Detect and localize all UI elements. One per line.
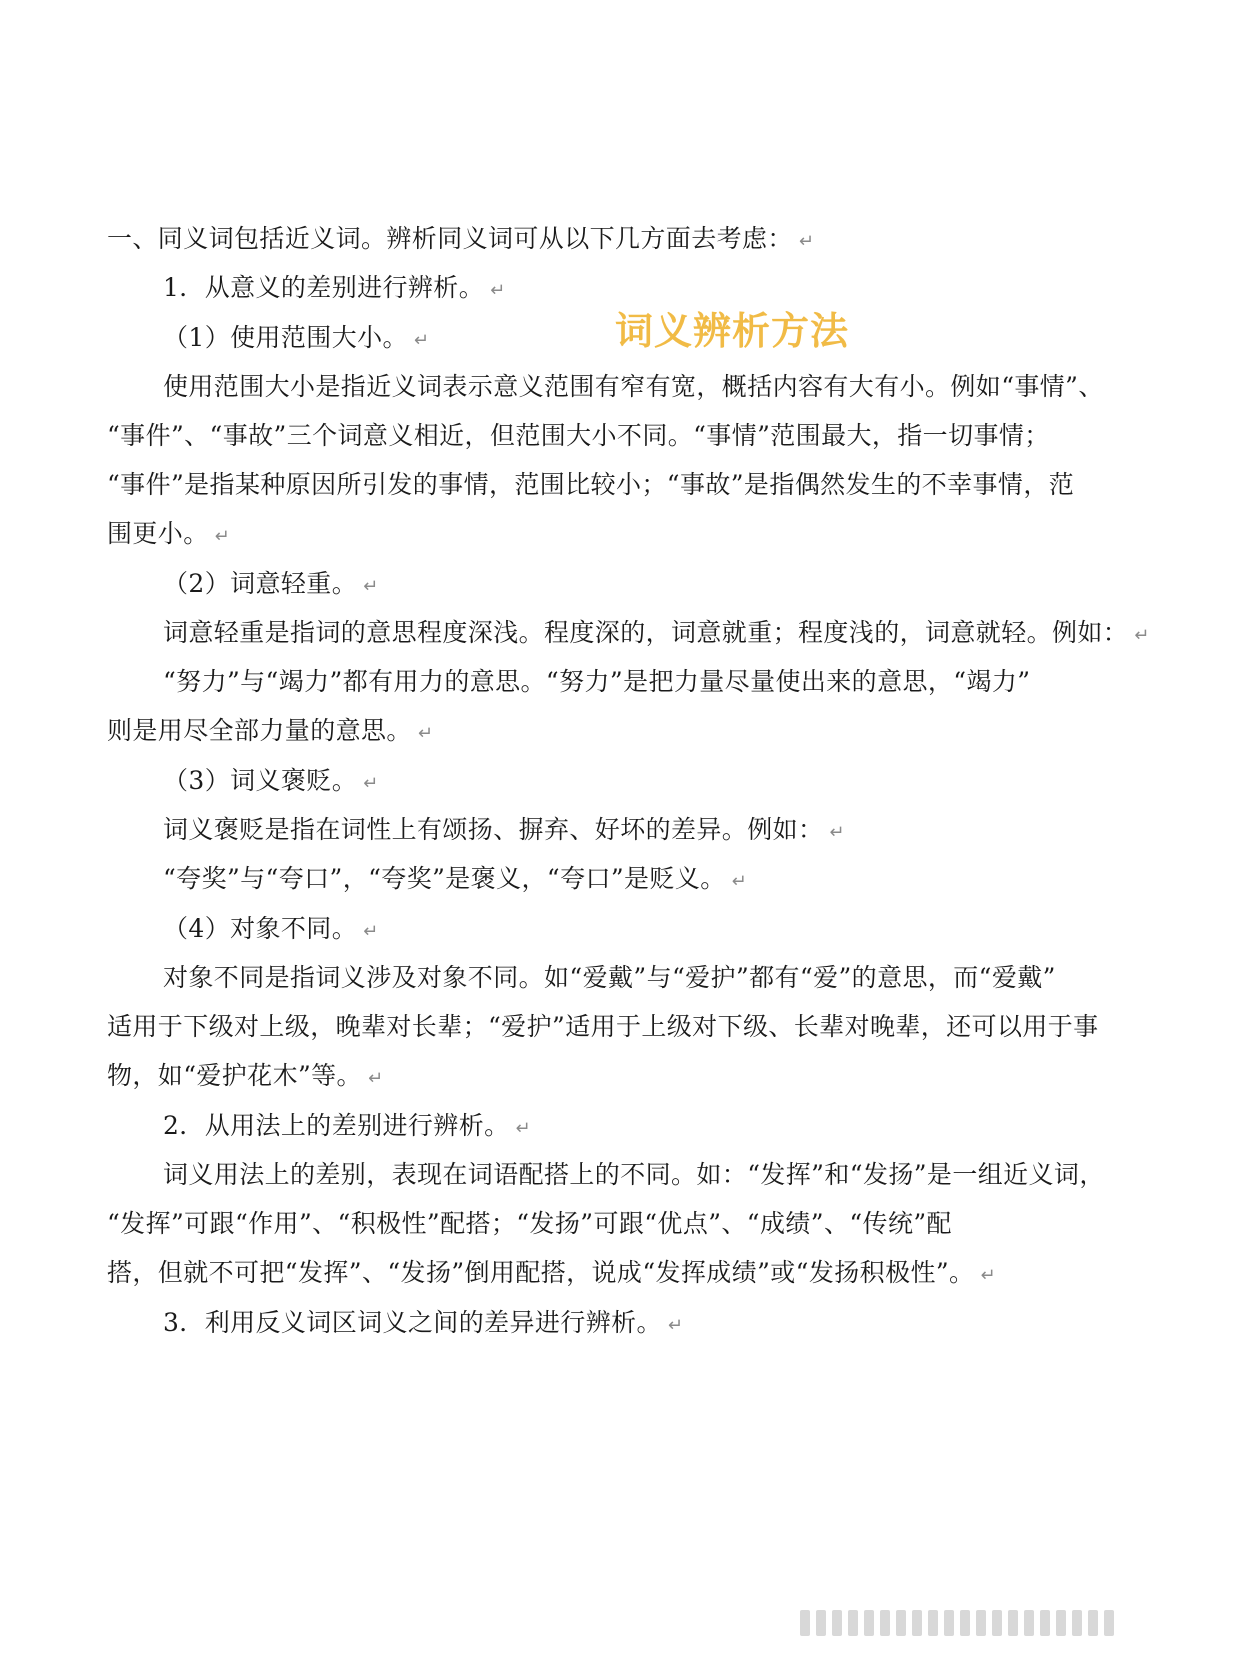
line-text: 词义褒贬是指在词性上有颂扬、摒弃、好坏的差异。例如： [163,815,824,844]
line-text: 对象不同是指词义涉及对象不同。如“爱戴”与“爱护”都有“爱”的意思，而“爱戴” [163,963,1056,992]
text-line [163,961,1056,995]
text-line [107,1207,952,1241]
line-text: 物，如“爱护花木”等。 [107,1061,362,1090]
line-text: “努力”与“竭力”都有用力的意思。“努力”是把力量尽量使出来的意思，“竭力” [163,667,1031,696]
text-line [107,1010,1099,1044]
text-line [163,1306,683,1343]
return-mark-icon: ↵ [980,1265,996,1286]
text-line [163,764,379,801]
line-text: 适用于下级对上级，晚辈对长辈；“爱护”适用于上级对下级、长辈对晚辈，还可以用于事 [107,1012,1099,1041]
return-mark-icon: ↵ [515,1118,531,1139]
text-line [163,862,747,899]
text-line [163,616,1150,653]
text-line [107,419,1050,453]
watermark [800,1608,1180,1638]
line-text: 1．从意义的差别进行辨析。 [163,273,485,302]
line-text: 2．从用法上的差别进行辨析。 [163,1111,510,1140]
return-mark-icon: ↵ [413,330,430,351]
line-text: （2）词意轻重。 [163,569,358,598]
overlay-title: 词义辨析方法 [615,309,850,353]
text-line [107,517,230,554]
return-mark-icon: ↵ [363,576,379,597]
return-mark-icon: ↵ [1134,625,1150,646]
return-mark-icon: ↵ [367,1068,384,1089]
line-text: 一、同义词包括近义词。辨析同义词可从以下几方面去考虑： [107,224,793,253]
return-mark-icon: ↵ [731,871,748,892]
text-line [163,912,379,949]
line-text: “事件”是指某种原因所引发的事情，范围比较小；“事故”是指偶然发生的不幸事情，范 [107,470,1075,499]
return-mark-icon: ↵ [798,231,815,252]
line-text: （3）词义褒贬。 [163,766,358,795]
text-line [163,271,506,308]
text-line [163,665,1030,699]
return-mark-icon: ↵ [829,822,845,843]
line-text: “夸奖”与“夸口”，“夸奖”是褒义，“夸口”是贬义。 [163,864,726,893]
line-text: 则是用尽全部力量的意思。 [107,716,412,745]
return-mark-icon: ↵ [490,280,506,301]
line-text: （1）使用范围大小。 [163,323,408,352]
text-line [163,567,379,604]
text-line [107,714,433,751]
text-line [163,1109,531,1146]
return-mark-icon: ↵ [214,526,231,547]
text-line [107,468,1074,502]
line-text: “事件”、“事故”三个词意义相近，但范围大小不同。“事情”范围最大，指一切事情； [107,421,1050,450]
text-line [163,321,429,358]
text-line [107,1256,996,1293]
return-mark-icon: ↵ [417,723,434,744]
line-text: 3．利用反义词区词义之间的差异进行辨析。 [163,1308,662,1337]
line-text: 搭，但就不可把“发挥”、“发扬”倒用配搭，说成“发挥成绩”或“发扬积极性”。 [107,1258,975,1287]
text-line [107,222,814,259]
line-text: 围更小。 [107,519,209,548]
line-text: 词意轻重是指词的意思程度深浅。程度深的，词意就重；程度浅的，词意就轻。例如： [163,618,1129,647]
text-line [163,370,1104,404]
line-text: 使用范围大小是指近义词表示意义范围有窄有宽，概括内容有大有小。例如“事情”、 [163,372,1104,401]
return-mark-icon: ↵ [667,1315,684,1336]
line-text: “发挥”可跟“作用”、“积极性”配搭；“发扬”可跟“优点”、“成绩”、“传统”配 [107,1209,952,1238]
line-text: （4）对象不同。 [163,914,358,943]
text-line [163,1158,1105,1192]
text-line [107,1059,383,1096]
return-mark-icon: ↵ [363,773,379,794]
line-text: 词义用法上的差别，表现在词语配搭上的不同。如：“发挥”和“发扬”是一组近义词， [163,1160,1105,1189]
text-line [163,813,845,850]
return-mark-icon: ↵ [363,921,379,942]
